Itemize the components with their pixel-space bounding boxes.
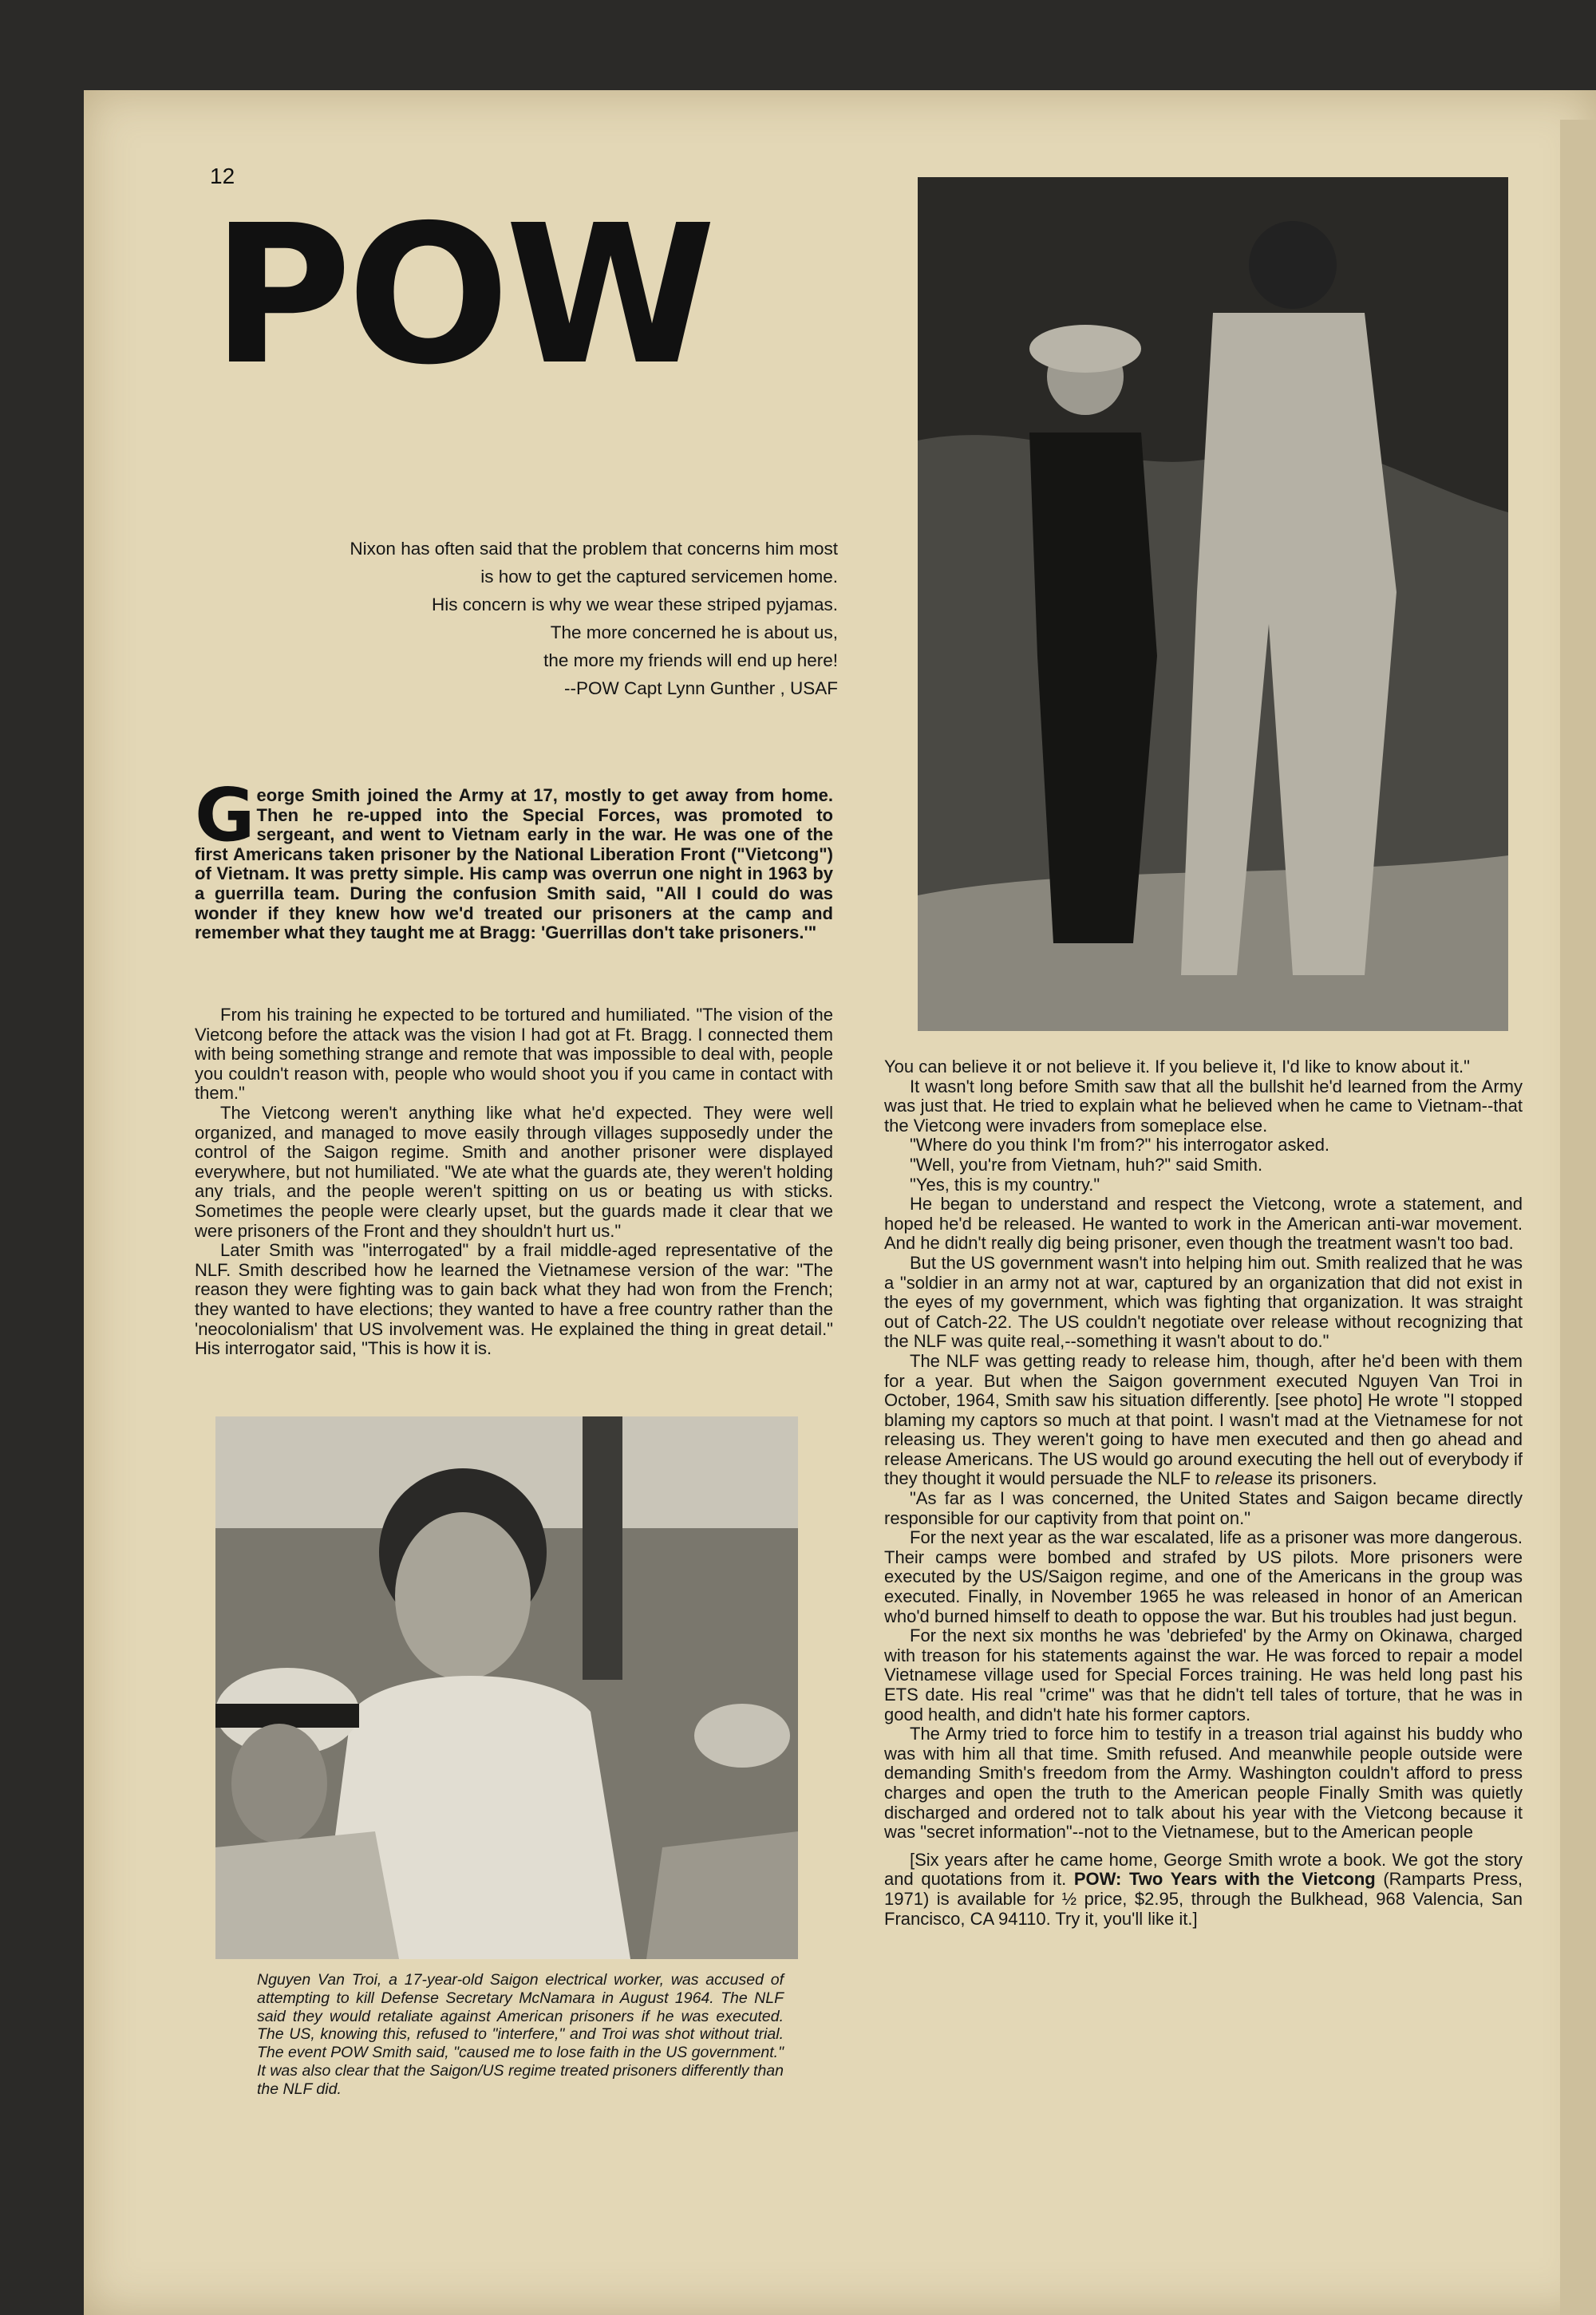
- article-paragraph: "As far as I was concerned, the United States and Saigon became directly responsible for our captivity from that point on.": [884, 1488, 1523, 1528]
- column-right: [884, 1057, 1523, 1929]
- article-paragraph: The Army tried to force him to testify in a treason trial against his buddy who was with him all that time. Smith refused. And meanwhile people outside were demanding Smith's freedom from the Army. Washington couldn't afford to press charges and open the truth to the American people Finally Smith was quietly discharged and ordered not to talk about his year with the Vietcong because it was "secret information"--not to the Vietnamese, but to the American people: [884, 1724, 1523, 1843]
- drop-cap: G: [195, 772, 255, 858]
- closing-text: [Six years after he came home, George Smith wrote a book. We got the story and quotations from it.: [884, 1849, 1523, 1890]
- lead-text: eorge Smith joined the Army at 17, mostly to get away from home. Then he re-upped into the Special Forces, was promoted to sergeant, and went to Vietnam early in the war. He was one of the first Americans taken prisoner by the National Liberation Front ("Vietcong") of Vietnam. It was pretty simple. His camp was overrun one night in 1963 by a guerrilla team. During the confusion Smith said, "All I could do was wonder if they knew how we'd treated our prisoners at the camp and remember what they taught me at Bragg: 'Guerrillas don't take prisoners.'": [195, 785, 833, 943]
- article-paragraph: From his training he expected to be tortured and humiliated. "The vision of the Vietcong before the attack was the vision I had got at Ft. Bragg. I connected them with being something strange and remote that was impossible to deal with, people you couldn't reason with, people who would shoot you if you came in contact with them.": [195, 1005, 833, 1104]
- lead-paragraph: [195, 772, 833, 943]
- headline: POW: [211, 184, 712, 407]
- photo-nguyen-van-troi: [215, 1416, 798, 1959]
- epigraph-line: is how to get the captured servicemen home.: [480, 567, 838, 587]
- book-title: POW: Two Years with the Vietcong: [1073, 1869, 1376, 1890]
- closing-text-tail: (Ramparts Press, 1971) is available for ½ price, $2.95, through the Bulkhead, 968 Valencia, San Francisco, CA 94110. Try it, you'll like it.]: [884, 1869, 1523, 1929]
- article-paragraph: For the next year as the war escalated, life as a prisoner was more dangerous. Their camps were bombed and strafed by US pilots. More prisoners were executed by the US/Saigon regime, and one of the Americans in the group was executed. Finally, in November 1965 he was released in honor of an American who'd burned himself to death to oppose the war. But his troubles had just begun.: [884, 1527, 1523, 1626]
- paragraph-text: The NLF was getting ready to release him, though, after he'd been with them for a year. But when the Saigon government executed Nguyen Van Troi in October, 1964, Smith saw his situation differently. [see photo] He wrote "I stopped blaming my captors so much at that point. I wasn't mad at the Vietnamese for not releasing us. They weren't going to have men executed and then go ahead and release Americans. The US would go around executing the hell out of everybody if they thought it would persuade the NLF to: [884, 1350, 1523, 1489]
- column-left: [195, 1005, 833, 1359]
- photo-prisoner-and-guerrilla: [918, 177, 1508, 1031]
- article-paragraph: He began to understand and respect the Vietcong, wrote a statement, and hoped he'd be released. He wanted to work in the American anti-war movement. And he didn't really dig being prisoner, even though the treatment wasn't too bad.: [884, 1194, 1523, 1254]
- article-paragraph: "Well, you're from Vietnam, huh?" said Smith.: [910, 1154, 1263, 1175]
- article-paragraph: Later Smith was "interrogated" by a frail middle-aged representative of the NLF. Smith described how he learned the Vietnamese version of the war: "The reason they were fighting was to gain back what they had won from the French; they wanted to have elections; they wanted to have a free country rather than the 'neocolonialism' that US involvement was. He explained the thing in great detail." His interrogator said, "This is how it is.: [195, 1240, 833, 1359]
- photo-prisoner-illustration: [918, 177, 1508, 1031]
- photo-caption: Nguyen Van Troi, a 17-year-old Saigon electrical worker, was accused of attempting to kill Defense Secretary McNamara in August 1964. The NLF said they would retaliate against American prisoners if he was executed. The US, knowing this, refused to "interfere," and Troi was shot without trial. The event POW Smith said, "caused me to lose faith in the US government." It was also clear that the Saigon/US regime treated prisoners differently than the NLF did.: [257, 1971, 784, 2098]
- epigraph-line: Nixon has often said that the problem that concerns him most: [350, 539, 838, 559]
- next-page-edge: [1560, 120, 1596, 2315]
- article-paragraph: "Yes, this is my country.": [910, 1174, 1100, 1195]
- article-paragraph: For the next six months he was 'debriefed' by the Army on Okinawa, charged with treason for his statements against the war. He was forced to repair a model Vietnamese village used for Special Forces training. He was held long past his ETS date. His real "crime" was that he didn't tell tales of torture, that he was in good health, and didn't hate his former captors.: [884, 1626, 1523, 1724]
- closing-note: [884, 1851, 1523, 1929]
- paragraph-text-tail: its prisoners.: [1272, 1468, 1377, 1489]
- article-paragraph: [884, 1352, 1523, 1489]
- article-paragraph: "Where do you think I'm from?" his interrogator asked.: [910, 1135, 1330, 1156]
- emphasis-release: release: [1215, 1468, 1273, 1489]
- page-number: 12: [210, 164, 235, 188]
- article-paragraph-continued: You can believe it or not believe it. If you believe it, I'd like to know about it.": [884, 1057, 1470, 1077]
- epigraph-line: The more concerned he is about us,: [550, 622, 838, 642]
- epigraph: [223, 535, 838, 702]
- epigraph-line: the more my friends will end up here!: [543, 650, 838, 670]
- photo-troi-illustration: [215, 1416, 798, 1959]
- article-paragraph: But the US government wasn't into helping him out. Smith realized that he was a "soldier in an army not at war, captured by an organization that did not exist in the eyes of my government, which was fighting that organization. It was straight out of Catch-22. The US couldn't negotiate over release without recognizing that the NLF was quite real,--something it wasn't about to do.": [884, 1252, 1523, 1352]
- article-paragraph: The Vietcong weren't anything like what he'd expected. They were well organized, and managed to move easily through villages supposedly under the control of the Saigon regime. Smith and another prisoner were displayed everywhere, but not humiliated. "We ate what the guards ate, they weren't holding any trials, and the people weren't spitting on us or beating us with sticks. Sometimes the people were clearly upset, but the guards made it clear that we were prisoners of the Front and they shouldn't hurt us.": [195, 1102, 833, 1241]
- article-paragraph: It wasn't long before Smith saw that all the bullshit he'd learned from the Army was just that. He tried to explain what he believed when he came to Vietnam--that the Vietcong were invaders from someplace else.: [884, 1076, 1523, 1136]
- epigraph-attribution: --POW Capt Lynn Gunther , USAF: [563, 678, 838, 698]
- epigraph-line: His concern is why we wear these striped pyjamas.: [432, 595, 838, 614]
